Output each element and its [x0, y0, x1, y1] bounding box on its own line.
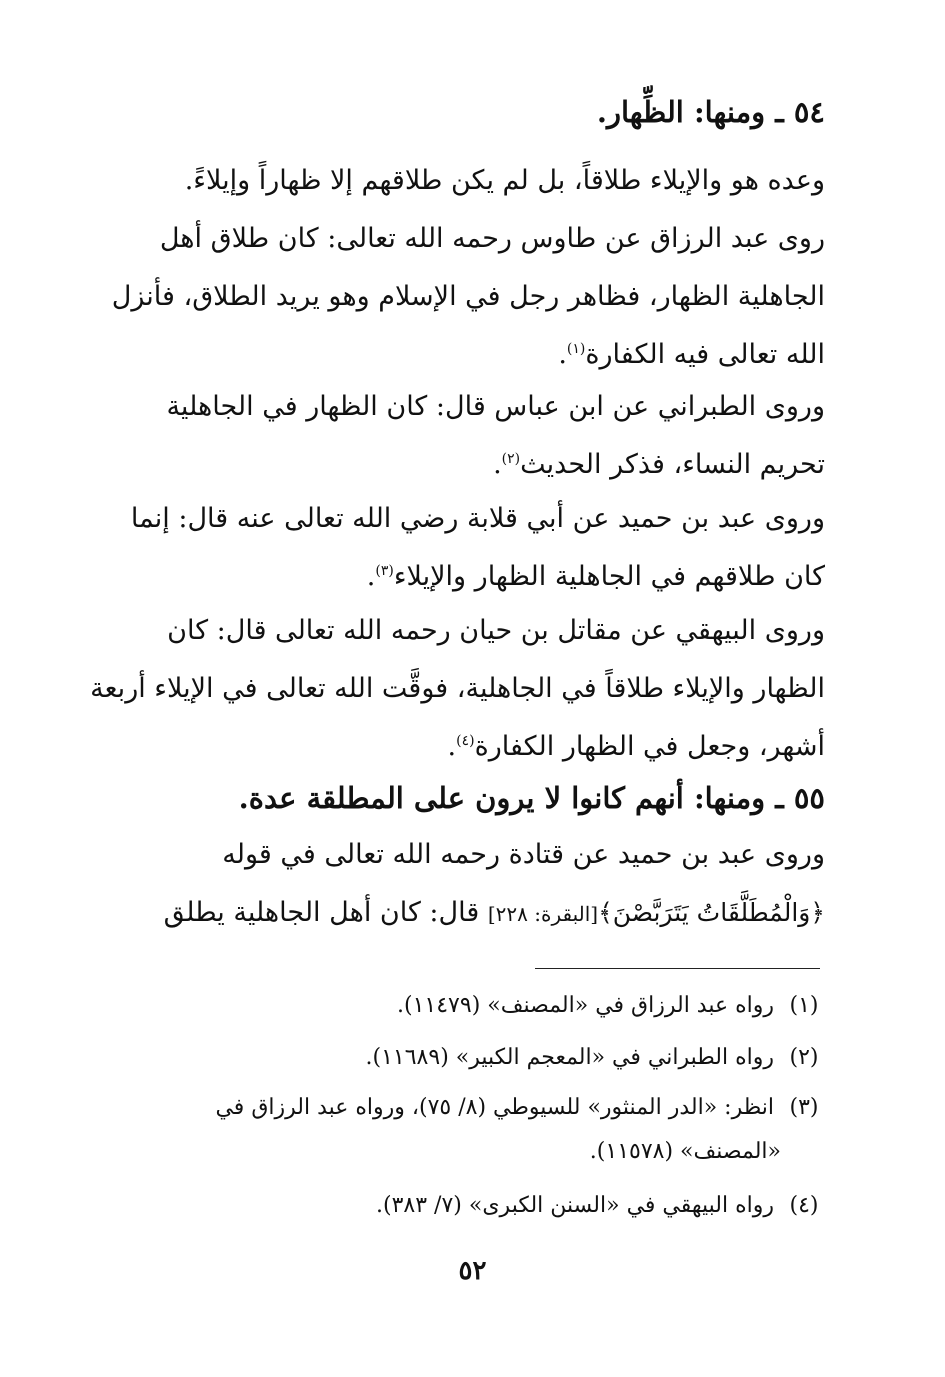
footnote-number: (١) — [789, 993, 819, 1018]
paragraph-qatada — [120, 826, 825, 942]
paragraph-end: . — [366, 561, 376, 592]
footnote-3 — [118, 1086, 827, 1174]
footnote-ref[interactable]: (١) — [566, 341, 586, 357]
quran-verse: ﴿وَالْمُطَلَّقَاتُ يَتَرَبَّصْنَ﴾ — [598, 898, 825, 927]
page-number: ٥٢ — [458, 1256, 487, 1286]
paragraph-text: قال: كان أهل الجاهلية يطلق — [163, 897, 480, 928]
paragraph-line: وروى عبد بن حميد عن قتادة رحمه الله تعالى في قوله — [222, 839, 825, 870]
footnote-text: رواه عبد الرزاق في «المصنف» (١١٤٧٩). — [397, 993, 774, 1018]
paragraph-end: . — [493, 449, 502, 480]
paragraph-line: وروى الطبراني عن ابن عباس قال: كان الظهار في الجاهلية — [166, 391, 825, 422]
paragraph-end: . — [447, 731, 457, 762]
paragraph-line — [120, 326, 825, 384]
paragraph-line: وعده هو والإيلاء طلاقاً، بل لم يكن طلاقهم إلا ظهاراً وإيلاءً. — [184, 165, 825, 196]
paragraph-text: الله تعالى فيه الكفارة — [585, 339, 825, 370]
paragraph-line: الظهار والإيلاء طلاقاً في الجاهلية، فوقَّت الله تعالى في الإيلاء أربعة — [90, 673, 825, 704]
footnote-4 — [118, 1184, 827, 1228]
paragraph-line — [120, 718, 825, 776]
paragraph-abdulrazzaq — [111, 210, 825, 384]
footnote-number: (٣) — [789, 1095, 819, 1120]
paragraph-line — [120, 884, 825, 942]
footnote-number: (٤) — [789, 1193, 819, 1218]
footnote-1 — [118, 984, 827, 1028]
paragraph-abd-bin-humaid — [120, 490, 825, 606]
paragraph-bayhaqi — [90, 602, 825, 776]
paragraph-line — [120, 548, 825, 606]
footnote-number: (٢) — [789, 1045, 819, 1070]
paragraph-line: وروى البيهقي عن مقاتل بن حيان رحمه الله تعالى قال: كان — [167, 615, 825, 646]
footnote-text: انظر: «الدر المنثور» للسيوطي (٨/ ٧٥)، ورواه عبد الرزاق في — [215, 1095, 774, 1120]
section-heading-55: ٥٥ ـ ومنها: أنهم كانوا لا يرون على المطلقة عدة. — [238, 781, 825, 815]
paragraph-line: الجاهلية الظهار، فظاهر رجل في الإسلام وهو يريد الطلاق، فأنزل — [111, 281, 825, 312]
paragraph-text: تحريم النساء، فذكر الحديث — [520, 449, 825, 480]
footnote-2 — [118, 1036, 827, 1080]
paragraph-line: روى عبد الرزاق عن طاوس رحمه الله تعالى: كان طلاق أهل — [159, 223, 825, 254]
footnote-text: رواه الطبراني في «المعجم الكبير» (١١٦٨٩). — [365, 1045, 774, 1070]
footnote-separator — [535, 968, 820, 969]
paragraph-54-intro — [120, 152, 825, 210]
paragraph-text: كان طلاقهم في الجاهلية الظهار والإيلاء — [393, 561, 825, 592]
footnote-text: رواه البيهقي في «السنن الكبرى» (٧/ ٣٨٣). — [376, 1193, 774, 1218]
paragraph-tabarani — [120, 378, 825, 494]
section-heading-54: ٥٤ ـ ومنها: الظِّهار. — [596, 95, 825, 129]
footnote-text-continued: «المصنف» (١١٥٧٨). — [589, 1139, 781, 1164]
paragraph-line — [120, 436, 825, 494]
paragraph-end: . — [558, 339, 567, 370]
footnote-ref[interactable]: (٢) — [501, 451, 521, 467]
footnote-ref[interactable]: (٣) — [375, 563, 394, 579]
paragraph-line: وروى عبد بن حميد عن أبي قلابة رضي الله تعالى عنه قال: إنما — [130, 503, 825, 534]
verse-citation: [البقرة: ٢٢٨] — [487, 902, 599, 926]
footnote-ref[interactable]: (٤) — [456, 733, 475, 749]
paragraph-text: أشهر، وجعل في الظهار الكفارة — [474, 731, 825, 762]
